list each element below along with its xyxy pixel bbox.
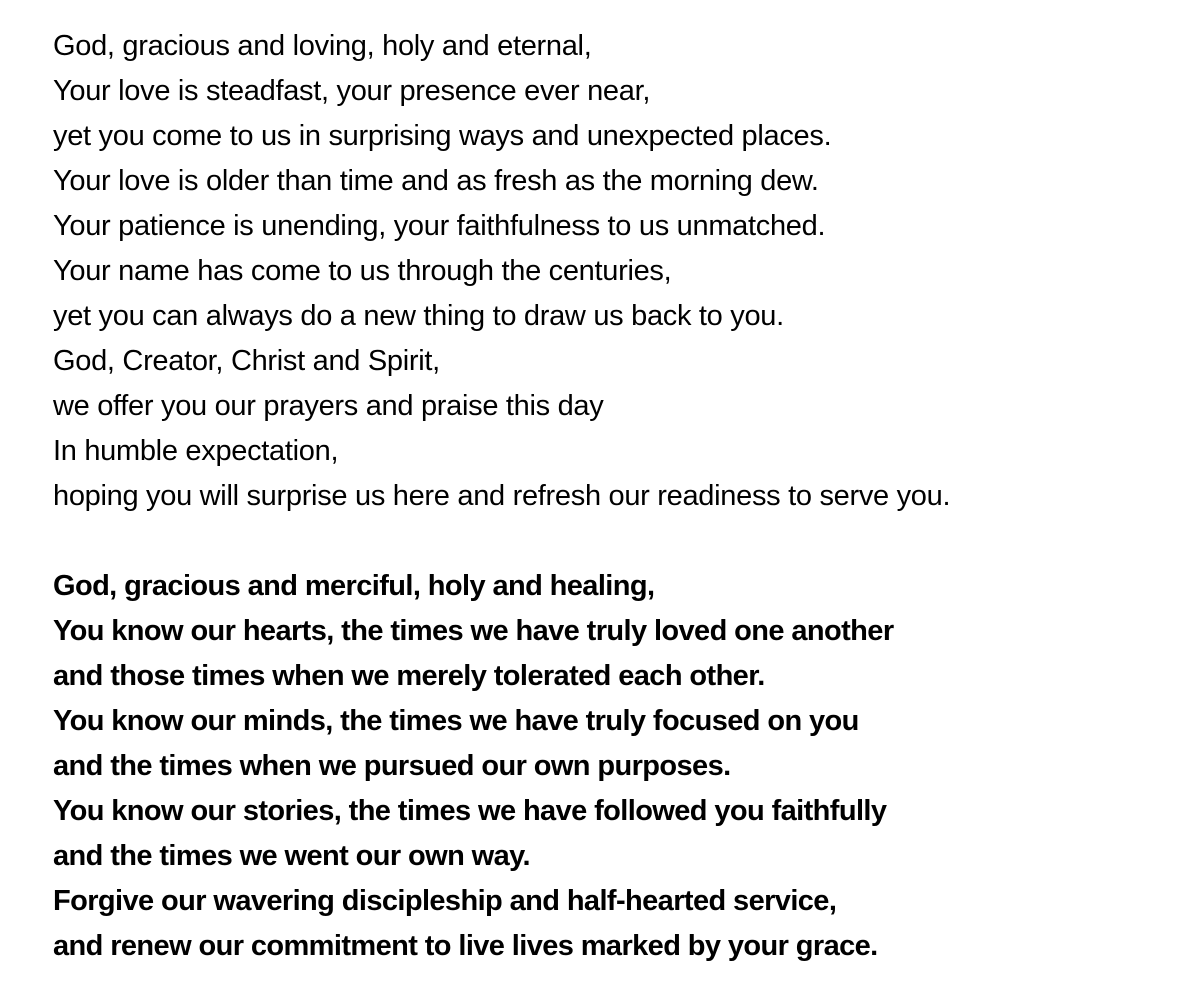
confession-line: and the times when we pursued our own purposes. [53, 750, 731, 782]
prayer-line: Your name has come to us through the centuries, [53, 255, 672, 287]
prayer-line: hoping you will surprise us here and refresh our readiness to serve you. [53, 480, 951, 512]
prayer-line: In humble expectation, [53, 435, 339, 467]
confession-line: and the times we went our own way. [53, 840, 530, 872]
prayer-line: we offer you our prayers and praise this day [53, 390, 604, 422]
confession-line: and renew our commitment to live lives marked by your grace. [53, 930, 878, 962]
prayer-line: Your love is older than time and as fresh as the morning dew. [53, 165, 819, 197]
prayer-line: God, Creator, Christ and Spirit, [53, 345, 440, 377]
opening-prayer-stanza [53, 24, 1183, 519]
confession-prayer-stanza [53, 564, 1183, 969]
prayer-line: Your patience is unending, your faithfulness to us unmatched. [53, 210, 826, 242]
confession-line: You know our hearts, the times we have truly loved one another [53, 615, 894, 647]
confession-line: and those times when we merely tolerated each other. [53, 660, 765, 692]
confession-line: You know our stories, the times we have followed you faithfully [53, 795, 887, 827]
prayer-document [53, 24, 1183, 969]
prayer-line: yet you can always do a new thing to draw us back to you. [53, 300, 784, 332]
confession-line: Forgive our wavering discipleship and half-hearted service, [53, 885, 837, 917]
prayer-line: yet you come to us in surprising ways and unexpected places. [53, 120, 832, 152]
confession-line: God, gracious and merciful, holy and healing, [53, 570, 655, 602]
prayer-line: Your love is steadfast, your presence ever near, [53, 75, 651, 107]
prayer-line: God, gracious and loving, holy and eternal, [53, 30, 592, 62]
confession-line: You know our minds, the times we have truly focused on you [53, 705, 859, 737]
